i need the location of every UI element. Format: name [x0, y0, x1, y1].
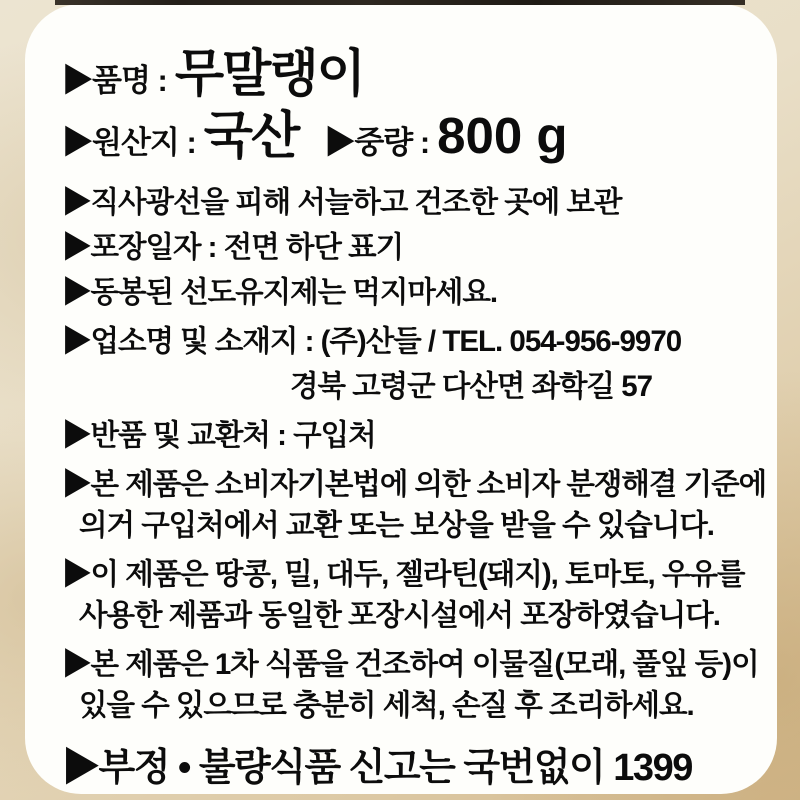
product-name-line	[62, 32, 777, 102]
storage-instruction-line: ▶직사광선을 피해 서늘하고 건조한 곳에 보관	[62, 186, 622, 219]
returns-exchange-line: ▶반품 및 교환처 : 구입처	[62, 419, 376, 452]
origin-label: ▶원산지 :	[62, 125, 196, 160]
bad-food-report-line: ▶부정 • 불량식품 신고는 국번없이 1399	[62, 747, 692, 789]
freshness-packet-warning-line: ▶동봉된 선도유지제는 먹지마세요.	[62, 276, 498, 309]
product-label-card	[25, 4, 777, 794]
origin-value: 국산	[203, 107, 299, 164]
packaging-date-line: ▶포장일자 : 전면 하단 표기	[62, 231, 404, 264]
foreign-matter-line-2: 있을 수 있으므로 충분히 세척, 손질 후 조리하세요.	[79, 689, 694, 722]
foreign-matter-line-1: ▶본 제품은 1차 식품을 건조하여 이물질(모래, 풀잎 등)이	[62, 648, 759, 681]
company-address-line: 경북 고령군 다산면 좌학길 57	[290, 370, 653, 403]
label-info-lines	[62, 182, 777, 726]
allergen-line-1: ▶이 제품은 땅콩, 밀, 대두, 젤라틴(돼지), 토마토, 우유를	[62, 558, 745, 591]
allergen-line-2: 사용한 제품과 동일한 포장시설에서 포장하였습니다.	[79, 599, 720, 632]
weight-value: 800 g	[437, 107, 568, 164]
weight-label: ▶중량 :	[324, 125, 430, 160]
consumer-law-line-2: 의거 구입처에서 교환 또는 보상을 받을 수 있습니다.	[79, 509, 715, 542]
origin-weight-line	[62, 94, 777, 164]
company-contact-line: ▶업소명 및 소재지 : (주)산들 / TEL. 054-956-9970	[62, 325, 682, 358]
product-name-value: 무말랭이	[174, 45, 364, 102]
consumer-law-line-1: ▶본 제품은 소비자기본법에 의한 소비자 분쟁해결 기준에	[62, 468, 767, 501]
product-name-label: ▶품명 :	[62, 63, 167, 98]
top-edge-dark-strip	[55, 0, 745, 5]
